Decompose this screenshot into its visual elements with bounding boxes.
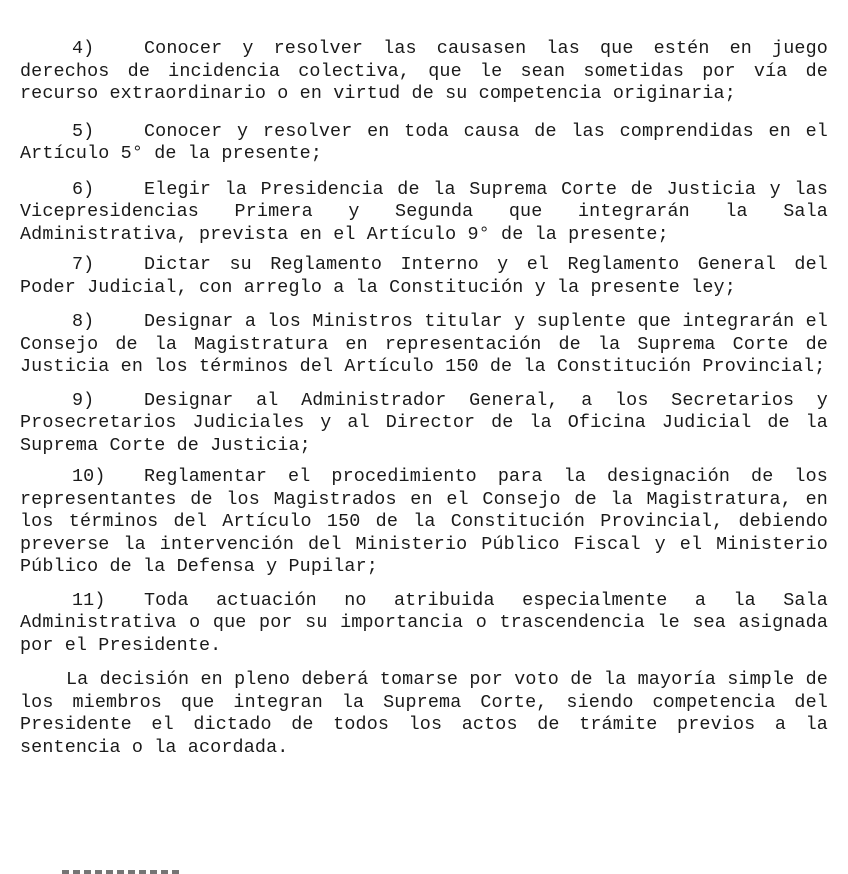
item-number: 7) <box>72 254 95 275</box>
list-item-11 <box>20 590 828 658</box>
item-text: Conocer y resolver las causasen las que estén en juego derechos de incidencia colectiva, que le sean sometidas por vía de recurso extraordinario o en virtud de su competencia originaria; <box>20 38 828 104</box>
item-number: 11) <box>72 589 106 611</box>
list-item-5 <box>20 121 828 166</box>
item-number: 8) <box>72 311 95 332</box>
item-text: Conocer y resolver en toda causa de las comprendidas en el Artículo 5° de la presente; <box>20 120 828 164</box>
document-page <box>20 38 828 759</box>
item-number: 10) <box>72 466 106 487</box>
item-text: Toda actuación no atribuida especialmente a la Sala Administrativa o que por su importancia o trascendencia le sea asignada por el Presidente. <box>20 589 828 656</box>
list-item-7 <box>20 254 828 299</box>
item-text: Designar a los Ministros titular y suplente que integrarán el Consejo de la Magistratura en representación de la Suprema Corte de Justicia en los términos del Artículo 150 de la Constitución Provincial; <box>20 311 828 377</box>
list-item-6 <box>20 179 828 247</box>
cut-off-text-fragment <box>62 870 182 874</box>
item-text: Dictar su Reglamento Interno y el Reglamento General del Poder Judicial, con arreglo a la Constitución y la presente ley; <box>20 254 828 298</box>
closing-paragraph <box>20 669 828 759</box>
item-number: 6) <box>72 178 95 200</box>
list-item-9 <box>20 390 828 458</box>
list-item-4 <box>20 38 828 106</box>
item-text: Reglamentar el procedimiento para la designación de los representantes de los Magistrados en el Consejo de la Magistratura, en los términos del Artículo 150 de la Constitución Provincial, debiendo preverse la intervención del Ministerio Público Fiscal y el Ministerio Público de la Defensa y Pupilar; <box>20 466 828 577</box>
item-number: 9) <box>72 389 95 411</box>
item-number: 4) <box>72 38 95 59</box>
list-item-8 <box>20 311 828 379</box>
item-number: 5) <box>72 120 95 142</box>
list-item-10 <box>20 466 828 579</box>
closing-paragraph-text: La decisión en pleno deberá tomarse por voto de la mayoría simple de los miembros que integran la Suprema Corte, siendo competencia del Presidente el dictado de todos los actos de trámite previos a la sentencia o la acordada. <box>20 669 828 758</box>
item-text: Elegir la Presidencia de la Suprema Corte de Justicia y las Vicepresidencias Primera y Segunda que integrarán la Sala Administrativa, prevista en el Artículo 9° de la presente; <box>20 178 828 245</box>
item-text: Designar al Administrador General, a los Secretarios y Prosecretarios Judiciales y al Director de la Oficina Judicial de la Suprema Corte de Justicia; <box>20 389 828 456</box>
